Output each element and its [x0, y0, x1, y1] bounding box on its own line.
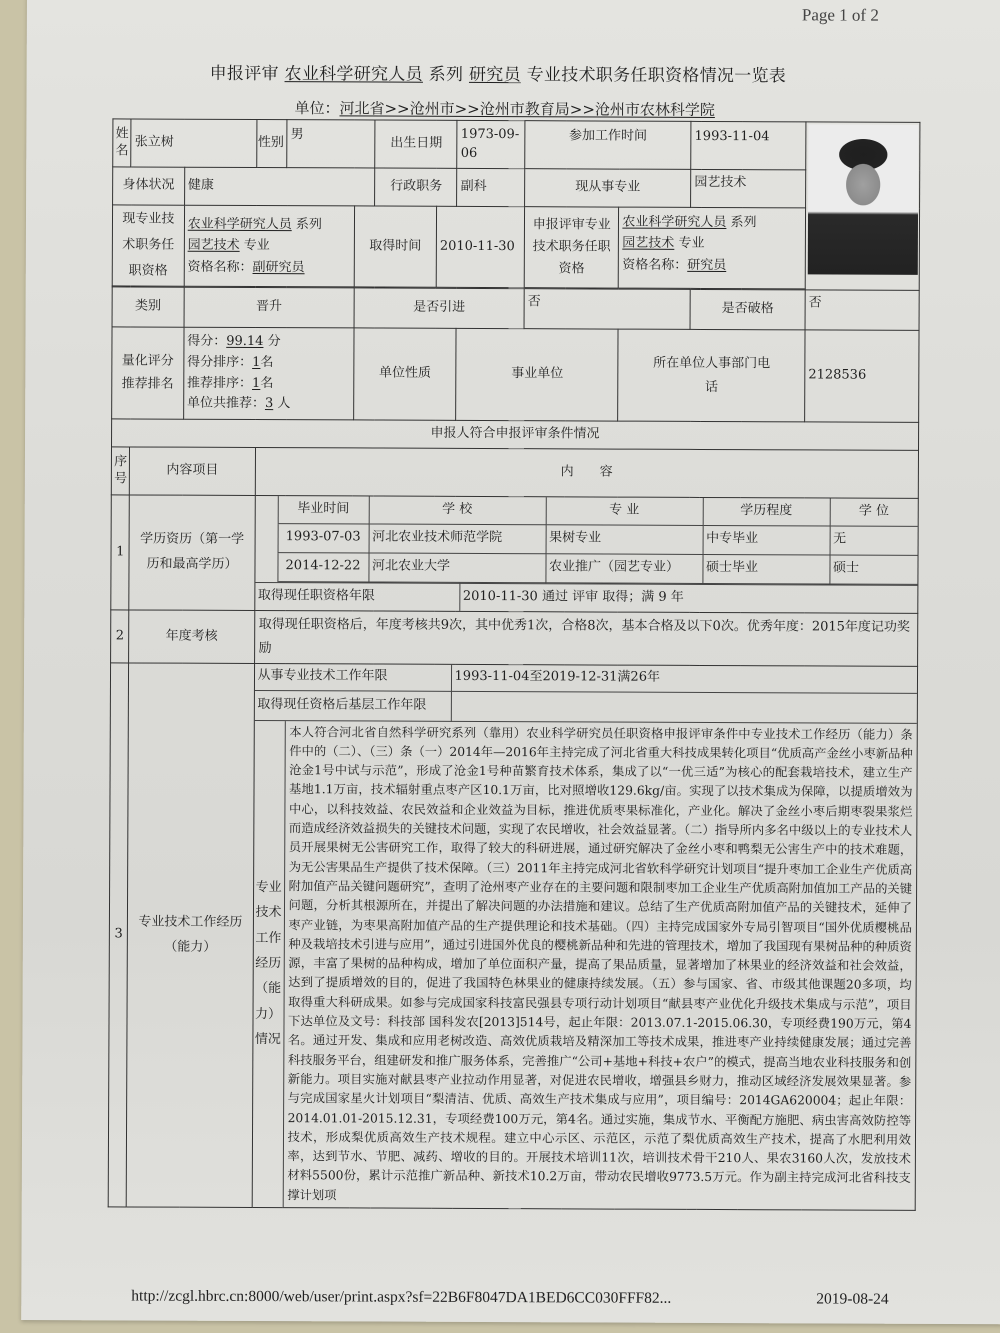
health-value: 健康: [184, 167, 375, 206]
obtained-value: 2010-11-30: [436, 206, 525, 287]
edu-level: 中专毕业: [703, 525, 830, 555]
birth-value: 1973-09-06: [457, 120, 525, 168]
print-date: 2019-08-24: [816, 1290, 889, 1308]
experience-table: [252, 664, 917, 1210]
introduced-label: 是否引进: [354, 288, 524, 329]
current-qual-name: 副研究员: [252, 259, 305, 275]
score-rank-value: 1: [252, 354, 261, 370]
grassroots-label: 取得现任资格后基层工作年限: [254, 690, 451, 721]
unit-line: [294, 97, 715, 120]
grassroots-value: [451, 691, 917, 723]
applied-qual-value: [619, 207, 806, 289]
hr-phone-value: 2128536: [805, 330, 919, 422]
current-qual-name-label: 资格名称：: [187, 259, 253, 275]
annual-no: 2: [111, 610, 130, 663]
print-url: http://zcgl.hbrc.cn:8000/web/user/print.aspx?sf=22B6F8047DA1BED6CC030FFF82...: [131, 1287, 672, 1307]
edu-major: 农业推广（园艺专业）: [545, 553, 702, 583]
exceptional-value: 否: [805, 290, 919, 330]
birth-label: 出生日期: [375, 120, 457, 168]
printed-page: [21, 0, 1000, 1324]
current-qual-value: [184, 205, 355, 287]
conditions-header: 申报人符合申报评审条件情况: [112, 419, 919, 451]
score-label: 量化评分推荐排名: [112, 327, 184, 419]
annual-label: 年度考核: [129, 610, 254, 664]
category-label: 类别: [112, 287, 184, 327]
name-value: 张立树: [131, 119, 256, 168]
page-number: Page 1 of 2: [801, 5, 879, 25]
score-value: 99.14: [226, 333, 264, 349]
experience-no: 3: [108, 663, 129, 1207]
score-unit: 分: [267, 333, 281, 350]
title-prefix: 申报评审: [209, 63, 279, 85]
edu-header-school: 学 校: [369, 496, 546, 524]
score-rank-unit: 名: [260, 354, 274, 370]
recommend-rank-value: 1: [252, 375, 261, 391]
recommend-rank-label: 推荐排序：: [187, 375, 253, 391]
applied-qual-series-suffix: 系列: [730, 215, 757, 231]
edu-header-level: 学历程度: [703, 498, 830, 526]
experience-cell: [252, 664, 918, 1211]
col-content-header: 内 容: [255, 447, 919, 498]
years-value: 2010-11-30 通过 评审 取得；满 9 年: [459, 583, 917, 613]
edu-date: 1993-07-03: [278, 523, 369, 552]
title-rank: 研究员: [468, 64, 521, 86]
edu-header-degree: 学 位: [830, 499, 918, 526]
title-series: 农业科学研究人员: [284, 64, 424, 85]
unit-label: 单位：: [294, 99, 340, 118]
total-label: 单位共推荐：: [186, 395, 266, 412]
admin-label: 行政职务: [375, 168, 457, 206]
title-series-suffix: 系列: [428, 64, 464, 85]
years-table: [255, 582, 918, 613]
unit-nature-value: 事业单位: [456, 328, 618, 421]
work-years-value: 1993-11-04至2019-12-31满26年: [451, 665, 917, 693]
admin-value: 副科: [457, 168, 525, 206]
applied-qual-series: 农业科学研究人员: [622, 214, 727, 231]
applied-qual-name-label: 资格名称：: [622, 257, 688, 273]
total-value: 3: [264, 396, 274, 412]
applied-qual-label: 申报评审专业技术职务任职资格: [524, 207, 619, 288]
name-label: 姓名: [113, 119, 132, 167]
edu-degree: 硕士: [829, 555, 917, 584]
years-label: 取得现任职资格年限: [255, 582, 460, 611]
recommend-rank-unit: 名: [260, 375, 274, 391]
current-qual-major-suffix: 专业: [243, 238, 270, 254]
hr-phone-label: 所在单位人事部门电话: [618, 329, 805, 422]
education-table: [255, 496, 918, 584]
current-major-label: 现从事专业: [525, 169, 691, 208]
applied-qual-name: 研究员: [687, 257, 727, 273]
applied-qual-major: 园艺技术: [622, 236, 675, 252]
work-years-label: 从事专业技术工作年限: [254, 664, 451, 691]
edu-level: 硕士毕业: [702, 554, 829, 584]
col-item-header: 内容项目: [130, 447, 255, 496]
education-no: 1: [111, 495, 130, 610]
title-suffix: 专业技术职务任职资格情况一览表: [526, 65, 787, 87]
applied-qual-major-suffix: 专业: [678, 236, 705, 252]
current-qual-label: 现专业技术职务任职资格: [112, 205, 184, 286]
edu-date: 2014-12-22: [277, 552, 368, 581]
introduced-value: 否: [524, 289, 690, 330]
obtained-label: 取得时间: [354, 206, 436, 287]
score-details: [183, 327, 354, 420]
annual-text: 取得现任职资格后，年度考核共9次，其中优秀1次，合格8次，基本合格及以下0次。优秀年度：2015年度记功奖励: [254, 610, 918, 666]
education-cell: [254, 495, 918, 613]
experience-label: 专业技术工作经历（能力）: [127, 663, 254, 1207]
score-label-text: 得分：: [187, 333, 227, 349]
edu-header-date: 毕业时间: [278, 496, 369, 523]
current-qual-series: 农业科学研究人员: [187, 216, 292, 233]
edu-school: 河北农业大学: [368, 552, 545, 582]
current-major-value: 园艺技术: [691, 169, 806, 208]
gender-value: 男: [287, 120, 375, 168]
total-unit: 人: [277, 396, 291, 412]
gender-label: 性别: [256, 120, 287, 168]
work-start-label: 参加工作时间: [525, 121, 691, 170]
detail-label: 专业技术工作经历（能力）情况: [252, 721, 285, 1208]
qualification-table: [108, 118, 921, 1211]
unit-nature-label: 单位性质: [354, 328, 457, 420]
current-qual-series-suffix: 系列: [295, 217, 322, 233]
detail-text: 本人符合河北省自然科学研究系列（靠用）农业科学研究员任职资格申报评审条件中专业技术工作经历（能力）条件中的（二）、（三）条（一）2014年—2016年主持完成了河北省重大科技成果转化项目“优质高产金丝小枣新品种沧金1号中试与示范”，形成了沧金1号种苗繁育技术体系，集成了以“一优三适”为核心的配套栽培技术，建立生产基地1.1万亩，技术辐射重点枣产区10.1万亩，比对照增收129.6kg/亩。实现了以技术集成为保障，以提质增效为中心，以科技效益、农民效益和企业效益为目标，推进优质枣果标准化，产业化。解决了金丝小枣后期枣裂果浆烂而造成经济效益损失的关键技术问题，实现了农民增收，社会效益显著。（二）指导所内多名中级以上的专业技术人员开展果树无公害研究工作，取得了较大的科研进展，通过研究解决了金丝小枣和鸭梨无公害生产中的技术难题，为无公害果品生产提供了技术保障。（三）2011年主持完成河北省软科学研究计划项目“提升枣加工企业生产优质高附加值产品关键问题研究”，查明了沧州枣产业存在的主要问题和限制枣加工企业生产优质高附加值加工产品的关键问题，分析其根源所在，并提出了解决问题的办法措施和建议。总结了生产优质高附加值产品的关键技术，延伸了枣产业链，为枣果高附加值产品的生产提供理论和技术基础。（四）主持完成国家外专局引智项目“国外优质樱桃品种及栽培技术引进与应用”，通过引进国外优良的樱桃新品种和先进的管理技术，增加了我国现有果树品种的种质资源，丰富了果树的品种构成，增加了单位面积产量，提高了果品质量，显著增加了林果业的经济效益和社会效益，达到了提质增效的目的，促进了我国特色林果业的健康持续发展。（五）参与国家、省、市级其他课题20多项，均取得重大科研成果。如参与完成国家科技富民强县专项行动计划项目“献县枣产业优化升级技术集成与示范”，项目下达单位及文号：科技部 国科发农[2013]514号，起止年限：2013.07.1-2015.06.30，专项经费190万元，第4名。通过开发、集成和应用老树改造、高效优质栽培及精深加工等技术成果，推进枣产业持续健康发展；通过完善科技服务平台，组建研发和推广服务体系，完善推广“公司+基地+科技+农户”的模式，提高当地农业科技服务和创新能力。项目实施对献县枣产业拉动作用显著，对促进农民增收，增强县乡财力，推动区域经济发展效果显著。参与完成国家星火计划项目“梨清洁、优质、高效生产技术集成与应用”，项目编号：2014GA620004；起止年限：2014.01.01-2015.12.31，专项经费100万元，第4名。通过实施，集成节水、平衡配方施肥、病虫害高效防控等技术，形成梨优质高效生产技术规程。建立中心示区、示范区，示范了梨优质高效生产技术，提高了水肥利用效率，达到节水、节肥、减药、增收的目的。开展技术培训11次，培训技术骨干210人、果农3160人次，发放技术材料5500份，累计示范推广新品种、新技术10.2万亩，带动农民增收9773.5万元。作为副主持完成河北省科技支撑计划项: [283, 721, 917, 1210]
education-row: [255, 523, 918, 555]
current-qual-major: 园艺技术: [187, 237, 240, 254]
category-value: 晋升: [184, 287, 354, 328]
score-rank-label: 得分排序：: [187, 354, 253, 370]
health-label: 身体状况: [113, 167, 185, 205]
edu-major: 果树专业: [546, 524, 703, 554]
edu-degree: 无: [830, 526, 918, 555]
unit-value: 河北省>>沧州市>>沧州市教育局>>沧州市农林科学院: [339, 99, 715, 120]
education-row: [255, 552, 918, 584]
exceptional-label: 是否破格: [690, 289, 805, 330]
work-start-value: 1993-11-04: [691, 121, 806, 170]
education-label: 学历资历（第一学历和最高学历）: [129, 495, 255, 611]
col-no-header: 序号: [111, 447, 130, 495]
photo-cell: [805, 122, 920, 290]
applicant-photo: [807, 124, 918, 274]
edu-school: 河北农业技术师范学院: [369, 523, 546, 553]
page-title: [210, 59, 787, 87]
edu-header-major: 专 业: [546, 497, 703, 525]
